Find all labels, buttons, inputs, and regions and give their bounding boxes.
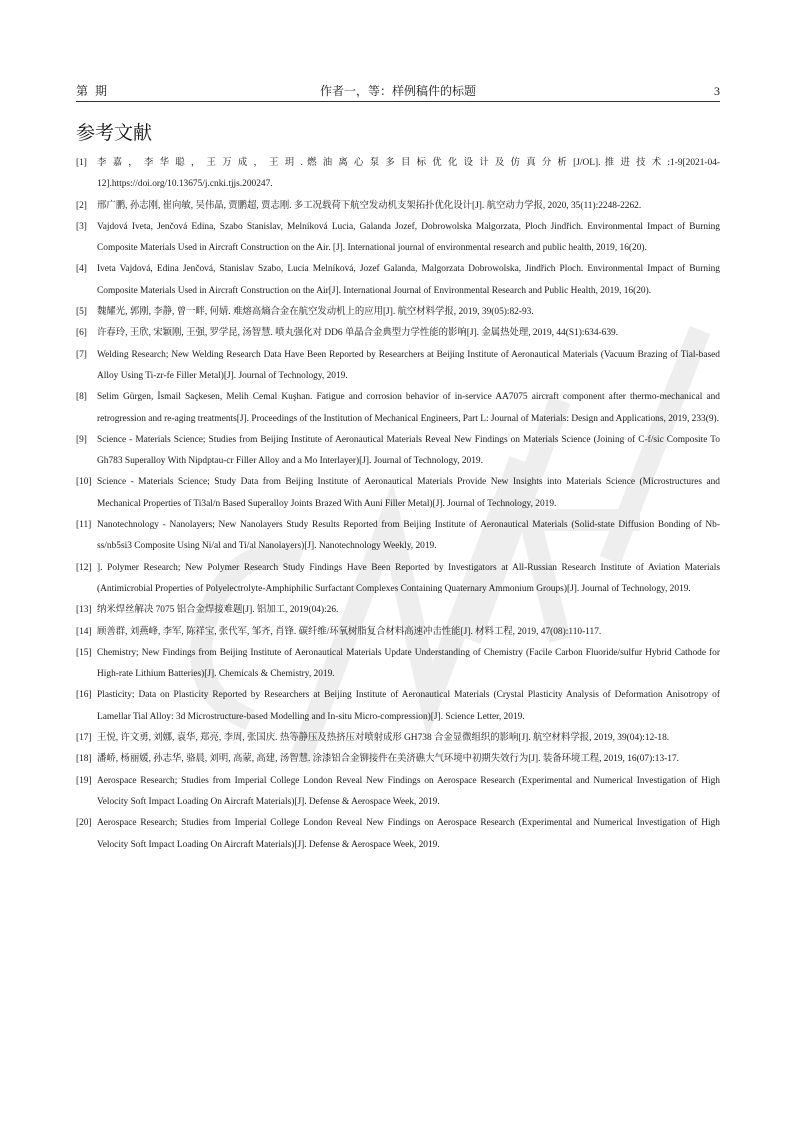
reference-number: [9] — [76, 434, 87, 445]
running-header — [76, 82, 720, 100]
reference-number: [19] — [76, 775, 92, 786]
reference-item — [76, 728, 720, 749]
reference-item — [76, 558, 720, 601]
reference-number: [1] — [76, 158, 87, 168]
reference-number: [18] — [76, 754, 92, 765]
reference-number: [8] — [76, 392, 87, 403]
reference-text: ]. Polymer Research; New Polymer Research Study Findings Have Been Reported by Investigators at All-Russian Research Institute of Aviation Materials (Antimicrobial Properties of Polyelectrolyte-Amphiphilic Surfactant Complexes Containing Quaternary Ammonium Groups)[J]. Journal of Technology, 2019. — [97, 562, 720, 594]
reference-number: [15] — [76, 647, 92, 658]
reference-number: [12] — [76, 562, 92, 573]
reference-text: Vajdová Iveta, Jenčová Edina, Szabo Stanislav, Melníková Lucia, Galanda Jozef, Dobrowolska Malgorzata, Ploch Jindřich. Environmental Impact of Burning Composite Materials Used in Aircraft Construction on the Air. [J]. International journal of environmental research and public health, 2019, 16(20). — [97, 221, 720, 254]
reference-item — [76, 196, 720, 217]
reference-text: Science - Materials Science; Studies from Beijing Institute of Aeronautical Materials Reveal New Findings on Materials Science (Joining of C-f/sic Composite To Gh783 Superalloy With Nipdptau-cr Filler Alloy and a Mo Interlayer)[J]. Journal of Technology, 2019. — [97, 434, 720, 467]
reference-number: [4] — [76, 264, 87, 275]
reference-item — [76, 749, 720, 770]
reference-item — [76, 685, 720, 728]
reference-item — [76, 771, 720, 814]
reference-item — [76, 345, 720, 388]
reference-text: Plasticity; Data on Plasticity Reported by Researchers at Beijing Institute of Aeronautical Materials (Crystal Plasticity Analysis of Deformation Anisotropy of Lamellar Tial Alloy: 3d Microstructure-based Modelling and In-situ Micro-compression)[J]. Science Letter, 2019. — [97, 690, 720, 722]
reference-number: [17] — [76, 733, 92, 744]
reference-text: 顾善群, 刘燕峰, 李军, 陈祥宝, 张代军, 邹齐, 肖锋. 碳纤维/环氧树脂复合材料高速冲击性能[J]. 材料工程, 2019, 47(08):110-117. — [97, 626, 602, 637]
reference-item — [76, 643, 720, 686]
reference-item — [76, 622, 720, 643]
reference-number: [11] — [76, 520, 92, 531]
reference-item — [76, 323, 720, 344]
reference-text: 王悦, 许文勇, 刘娜, 袁华, 郑亮, 李周, 张国庆. 热等静压及热挤压对喷射成形 GH738 合金显微组织的影响[J]. 航空材料学报, 2019, 39(04):12-18. — [97, 733, 670, 744]
reference-item — [76, 430, 720, 473]
reference-item — [76, 813, 720, 856]
reference-number: [7] — [76, 349, 87, 360]
reference-text: Nanotechnology - Nanolayers; New Nanolayers Study Results Reported from Beijing Institute of Aeronautical Materials (Solid-state Diffusion Bonding of Nb-ss/nb5si3 Composite Using Ni/al and Ti/al Nanolayers)[J]. Nanotechnology Weekly, 2019. — [97, 520, 720, 552]
reference-item — [76, 600, 720, 621]
running-title: 作者一，等：样例稿件的标题 — [319, 84, 476, 98]
page-number: 3 — [714, 84, 720, 98]
reference-text: Welding Research; New Welding Research Data Have Been Reported by Researchers at Beijing Institute of Aeronautical Materials (Vacuum Brazing of Tial-based Alloy Using Ti-zr-fe Filler Metal)[J]. Journal of Technology, 2019. — [97, 349, 720, 381]
reference-number: [13] — [76, 605, 92, 616]
reference-text: Iveta Vajdová, Edina Jenčová, Stanislav Szabo, Lucia Melníková, Jozef Galanda, Malgorzata Dobrowolska, Jindřich Ploch. Environmental Impact of Burning Composite Materials Used in Aircraft Construction on the Air[J]. International Journal of Environmental Research and Public Health, 2019, 16(20). — [97, 264, 720, 296]
header-divider — [76, 101, 720, 102]
reference-text: 李 嘉 ， 李 华 聪 ， 王 万 成 ， 王 玥 . 燃 油 离 心 泵 多 目 标 优 化 设 计 及 仿 真 分 析 [J/OL]. 推 进 技 术 :1-9[2021-04-12].https://doi.org/10.13675/j.cnki.tjjs.200247. — [97, 158, 720, 190]
reference-item — [76, 302, 720, 323]
reference-number: [3] — [76, 221, 87, 232]
reference-text: 纳米焊丝解决 7075 铝合金焊接难题[J]. 铝加工, 2019(04):26. — [97, 605, 339, 616]
reference-number: [16] — [76, 690, 92, 701]
reference-text: Selim Gürgen, İsmail Saçkesen, Melih Cemal Kuşhan. Fatigue and corrosion behavior of in-service AA7075 aircraft component after thermo-mechanical and retrogression and re-aging treatments[J]. Proceedings of the Institution of Mechanical Engineers, Part L: Journal of Materials: Design and Applications, 2019, 233(9). — [97, 392, 720, 424]
reference-text: Aerospace Research; Studies from Imperial College London Reveal New Findings on Aerospace Research (Experimental and Numerical Investigation of High Velocity Soft Impact Loading On Aircraft Materials)[J]. Defense & Aerospace Week, 2019. — [97, 775, 720, 807]
reference-number: [5] — [76, 307, 87, 318]
reference-item — [76, 472, 720, 515]
reference-number: [14] — [76, 626, 92, 637]
reference-item — [76, 259, 720, 302]
reference-item — [76, 217, 720, 260]
reference-number: [10] — [76, 477, 92, 488]
section-title: 参考文献 — [76, 122, 153, 144]
reference-text: Science - Materials Science; Study Data from Beijing Institute of Aeronautical Materials Provide New Insights into Materials Science (Microstructures and Mechanical Properties of Ti3al/n Based Superalloy Joints Brazed With Auni Filler Metal)[J]. Journal of Technology, 2019. — [97, 477, 720, 509]
reference-text: 许春玲, 王欣, 宋颖刚, 王强, 罗学昆, 汤智慧. 喷丸强化对 DD6 单晶合金典型力学性能的影响[J]. 金属热处理, 2019, 44(S1):634-639. — [97, 328, 619, 339]
reference-text: 邢广鹏, 孙志刚, 崔向敏, 吴伟晶, 贾鹏超, 贾志刚. 多工况载荷下航空发动机支架拓扑优化设计[J]. 航空动力学报, 2020, 35(11):2248-2262. — [97, 200, 642, 211]
reference-item — [76, 515, 720, 558]
reference-text: 魏耀光, 郭刚, 李静, 曾一畔, 何婧. 难熔高熵合金在航空发动机上的应用[J]. 航空材料学报, 2019, 39(05):82-93. — [97, 307, 534, 318]
reference-text: Chemistry; New Findings from Beijing Institute of Aeronautical Materials Update Understanding of Chemistry (Facile Carbon Fluoride/sulfur Hybrid Cathode for High-rate Lithium Batteries)[J]. Chemicals & Chemistry, 2019. — [97, 647, 720, 680]
reference-item — [76, 153, 720, 196]
reference-text: 潘峤, 杨丽媛, 孙志华, 骆晨, 刘明, 高蒙, 高建, 汤智慧. 涂漆铝合金铆接件在美济礁大气环境中初期失效行为[J]. 装备环境工程, 2019, 16(07):13-17. — [97, 754, 680, 765]
reference-number: [2] — [76, 200, 87, 211]
reference-number: [6] — [76, 328, 87, 339]
reference-item — [76, 387, 720, 430]
reference-list — [76, 153, 720, 856]
issue-label: 第 期 — [76, 84, 110, 98]
reference-number: [20] — [76, 818, 92, 829]
reference-text: Aerospace Research; Studies from Imperial College London Reveal New Findings on Aerospace Research (Experimental and Numerical Investigation of High Velocity Soft Impact Loading On Aircraft Materials)[J]. Defense & Aerospace Week, 2019. — [97, 818, 720, 850]
